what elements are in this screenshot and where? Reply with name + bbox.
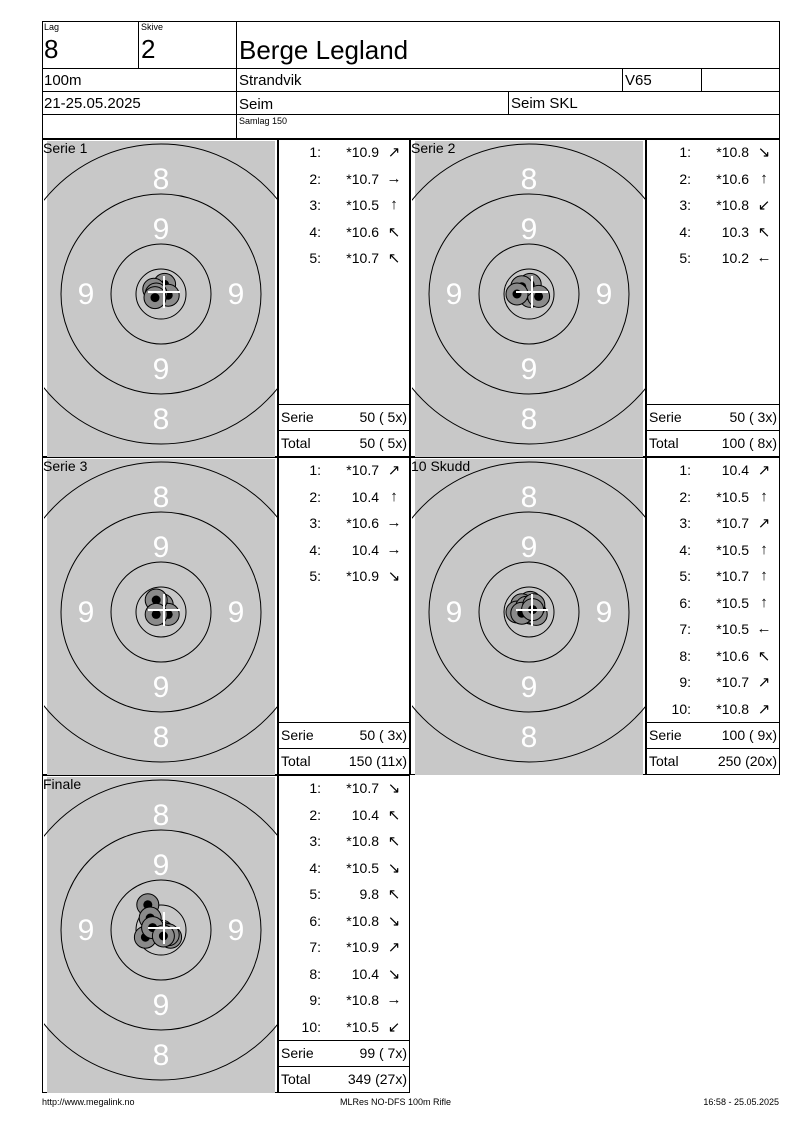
target-face [44,777,278,1093]
skive-value: 2 [141,34,156,64]
shot-row [647,144,779,164]
shot-value: *10.5 [346,859,379,876]
ring-number: 9 [595,596,613,629]
ring-number: 9 [77,596,95,629]
date: 21-25.05.2025 [44,95,141,112]
shot-value: *10.8 [716,700,749,717]
shot-direction-arrow-icon: → [386,169,402,187]
shot-list [646,139,780,457]
target-face [44,459,278,775]
shot-row [647,648,779,668]
ring-number: 8 [152,481,170,514]
shot-number: 6: [679,594,691,611]
shot-row [647,701,779,721]
shot-row [279,224,409,244]
serie-label: Serie [281,1045,314,1061]
shot-row [647,462,779,482]
shot-row [279,807,409,827]
shot-number: 5: [309,886,321,902]
shot-number: 10: [671,700,691,717]
shot-direction-arrow-icon: ↘ [757,144,771,161]
skive-cell [139,21,237,69]
target-face [412,459,646,775]
target-panel [42,457,278,775]
total-label: Total [649,753,679,769]
shot-row [279,780,409,800]
lag-label: Lag [44,22,60,32]
shot-direction-arrow-icon: ↗ [387,144,401,161]
shot-direction-arrow-icon: ↖ [387,833,401,850]
shot-direction-arrow-icon: ↑ [760,169,768,187]
shot-value: *10.6 [346,515,379,531]
shot-row [279,515,409,535]
total-label: Total [281,1071,311,1087]
shot-direction-arrow-icon: ↘ [387,965,401,983]
serie-row [647,722,779,748]
ring-number: 9 [445,278,463,311]
shot-direction-arrow-icon: ↙ [387,1018,401,1036]
serie-row [279,722,409,748]
shot-value: *10.8 [346,992,379,1008]
shot-number: 2: [309,170,321,187]
shot-direction-arrow-icon: ↘ [387,912,401,930]
shot-number: 4: [679,541,691,558]
shot-row [279,568,409,588]
serie-score: 50 ( 3x) [729,409,777,425]
shot-row [647,171,779,191]
shot-value: 9.8 [359,886,379,902]
shot-value: *10.7 [346,462,379,478]
serie-score: 50 ( 3x) [359,727,407,743]
serie-row [279,404,409,430]
shot-direction-arrow-icon: ↑ [760,593,768,611]
distance: 100m [44,72,82,89]
serie-label: Serie [649,409,682,425]
shot-number: 1: [309,462,321,478]
ring-number: 8 [152,1039,170,1072]
target-face [412,141,646,457]
shot-row [279,886,409,906]
shot-value: *10.7 [716,568,749,584]
shot-row [279,462,409,482]
serie-row [279,1040,409,1066]
shot-value: *10.6 [346,223,379,240]
ring-number: 9 [227,914,245,947]
shot-row [647,197,779,217]
shot-row [647,674,779,694]
shot-number: 9: [679,674,691,690]
ring-number: 8 [520,721,538,754]
shot-number: 10: [301,1018,321,1035]
shot-value: 10.4 [721,462,749,478]
total-label: Total [281,753,311,769]
shot-direction-arrow-icon: ↖ [387,250,401,267]
shot-value: *10.5 [716,621,749,637]
shot-number: 8: [679,647,691,664]
shot-direction-arrow-icon: → [386,514,402,531]
organizer-cell [509,92,780,115]
ring-number: 9 [520,353,538,386]
serie-score: 100 ( 9x) [721,727,777,743]
target-face [44,141,278,457]
shot-value: 10.4 [351,965,379,982]
series-title: Serie 2 [411,140,456,156]
total-row [279,1066,409,1092]
shot-direction-arrow-icon: ↑ [390,196,398,213]
footer-software: MLRes NO-DFS 100m Rifle [340,1097,452,1107]
shot-value: *10.5 [716,488,749,505]
shot-number: 1: [679,144,691,160]
total-score: 100 ( 8x) [721,435,777,451]
shot-direction-arrow-icon: ↗ [757,700,771,718]
shot-list [278,775,410,1093]
shot-value: *10.8 [346,833,379,849]
ring-number: 9 [152,353,170,386]
ring-number: 9 [520,531,538,564]
shot-number: 5: [309,250,321,266]
shot-direction-arrow-icon: ↖ [387,886,401,903]
shot-direction-arrow-icon: ↖ [757,223,771,241]
shot-number: 3: [309,197,321,213]
shot-direction-arrow-icon: ↙ [757,197,771,214]
target-panel [410,457,646,775]
name-cell [237,21,780,69]
shot-row [279,489,409,509]
shot-center [151,293,160,302]
shot-number: 9: [309,992,321,1008]
shot-direction-arrow-icon: ↗ [387,939,401,956]
empty-cell [702,69,780,92]
shot-direction-arrow-icon: ← [756,249,772,266]
shot-number: 5: [309,568,321,584]
class-cell [623,69,702,92]
ring-number: 9 [152,989,170,1022]
shot-number: 1: [309,144,321,160]
shot-value: 10.4 [351,488,379,505]
shot-row [279,966,409,986]
shot-row [647,568,779,588]
total-row [279,748,409,774]
shot-value: 10.4 [351,806,379,823]
shot-row [279,939,409,959]
ring-number: 8 [152,403,170,436]
ring-number: 8 [520,481,538,514]
ring-number: 9 [445,596,463,629]
shot-number: 2: [679,170,691,187]
ring-number: 9 [520,213,538,246]
shot-number: 4: [309,859,321,876]
shot-number: 3: [309,515,321,531]
total-score: 50 ( 5x) [359,435,407,451]
shot-row [279,913,409,933]
ring-number: 8 [152,799,170,832]
shot-center [152,610,161,619]
series-title: Finale [43,776,82,792]
total-label: Total [649,435,679,451]
shot-number: 1: [309,780,321,796]
shot-number: 1: [679,462,691,478]
ring-number: 9 [520,671,538,704]
shot-value: 10.4 [351,541,379,558]
shot-row [279,250,409,270]
ring-number: 9 [227,278,245,311]
shot-value: *10.8 [346,912,379,929]
shot-value: *10.6 [716,170,749,187]
shot-center [513,290,522,299]
ring-number: 8 [520,163,538,196]
shot-row [647,250,779,270]
shot-number: 4: [309,541,321,558]
shot-number: 4: [309,223,321,240]
shot-number: 6: [309,912,321,929]
shot-row [647,489,779,509]
shot-value: *10.5 [346,1018,379,1035]
total-row [279,430,409,456]
shooter-name: Berge Legland [239,35,409,65]
shot-value: *10.7 [716,674,749,690]
shot-direction-arrow-icon: ↖ [757,647,771,665]
date-cell [42,92,237,115]
ring-number: 9 [152,213,170,246]
shot-direction-arrow-icon: ↖ [387,806,401,824]
ring-number: 9 [595,278,613,311]
shot-list [278,139,410,457]
total-score: 150 (11x) [348,753,407,769]
shot-number: 4: [679,223,691,240]
shot-row [279,542,409,562]
shot-direction-arrow-icon: ↘ [387,568,401,585]
footer-timestamp: 16:58 - 25.05.2025 [703,1097,779,1107]
total-row [647,430,779,456]
ring-number: 9 [77,278,95,311]
shot-direction-arrow-icon: ↖ [387,223,401,241]
club-cell [237,69,623,92]
serie-score: 99 ( 7x) [359,1045,407,1061]
shot-direction-arrow-icon: ↗ [757,515,771,532]
shot-row [647,595,779,615]
series-title: 10 Skudd [411,458,471,474]
shot-row [279,197,409,217]
place: Seim [239,96,274,113]
target-panel [42,775,278,1093]
serie-label: Serie [281,409,314,425]
ring-number: 8 [152,163,170,196]
shot-value: *10.5 [716,541,749,558]
shot-value: *10.9 [346,144,379,160]
serie-label: Serie [281,727,314,743]
shot-list [646,457,780,775]
shot-value: *10.5 [346,197,379,213]
serie-score: 50 ( 5x) [359,409,407,425]
event: Samlag 150 [239,116,288,126]
lag-cell [42,21,139,69]
shot-number: 5: [679,568,691,584]
total-row [647,748,779,774]
shot-number: 3: [679,515,691,531]
shot-row [279,992,409,1012]
serie-row [647,404,779,430]
ring-number: 9 [77,914,95,947]
shot-value: *10.8 [716,144,749,160]
shot-value: *10.9 [346,939,379,955]
shot-number: 5: [679,250,691,266]
shot-row [647,515,779,535]
shot-row [279,860,409,880]
shot-value: 10.2 [721,250,749,266]
shot-number: 7: [309,939,321,955]
shot-number: 7: [679,621,691,637]
distance-cell [42,69,237,92]
shot-direction-arrow-icon: ↑ [390,487,398,505]
shot-direction-arrow-icon: ↑ [760,487,768,505]
shot-value: *10.5 [716,594,749,611]
shot-direction-arrow-icon: ↗ [757,462,771,479]
shot-direction-arrow-icon: ← [756,620,772,637]
shot-direction-arrow-icon: ↗ [757,674,771,691]
shot-value: 10.3 [721,223,749,240]
ring-number: 8 [152,721,170,754]
shot-number: 2: [309,488,321,505]
ring-number: 9 [227,596,245,629]
shot-value: *10.9 [346,568,379,584]
shot-value: *10.7 [346,250,379,266]
shot-direction-arrow-icon: ↑ [760,567,768,584]
ring-number: 9 [152,849,170,882]
shot-number: 3: [309,833,321,849]
ring-number: 9 [152,531,170,564]
shot-number: 2: [679,488,691,505]
footer-url[interactable]: http://www.megalink.no [42,1097,135,1107]
shot-direction-arrow-icon: ↘ [387,780,401,797]
place-cell [237,92,509,115]
shot-number: 2: [309,806,321,823]
series-title: Serie 1 [43,140,88,156]
shot-direction-arrow-icon: ↗ [387,462,401,479]
shot-list [278,457,410,775]
shot-value: *10.6 [716,647,749,664]
total-score: 349 (27x) [347,1071,407,1087]
total-label: Total [281,435,311,451]
shot-row [279,833,409,853]
shot-number: 8: [309,965,321,982]
shot-row [279,1019,409,1039]
shot-number: 3: [679,197,691,213]
shot-direction-arrow-icon: → [386,540,402,558]
total-score: 250 (20x) [717,753,777,769]
class: V65 [625,72,652,89]
shot-center [534,292,543,301]
skive-label: Skive [141,22,164,32]
ring-number: 9 [152,671,170,704]
shot-row [647,542,779,562]
event-left-cell [42,115,237,139]
shot-value: *10.7 [346,170,379,187]
ring-number: 8 [520,403,538,436]
shot-value: *10.8 [716,197,749,213]
serie-label: Serie [649,727,682,743]
target-panel [42,139,278,457]
organizer: Seim SKL [511,95,578,112]
shot-value: *10.7 [716,515,749,531]
lag-value: 8 [44,34,59,64]
target-panel [410,139,646,457]
shot-value: *10.7 [346,780,379,796]
shot-direction-arrow-icon: → [386,991,402,1008]
series-title: Serie 3 [43,458,88,474]
shot-row [647,621,779,641]
shot-row [279,144,409,164]
shot-row [279,171,409,191]
shot-direction-arrow-icon: ↘ [387,859,401,877]
club: Strandvik [239,72,302,89]
shot-direction-arrow-icon: ↑ [760,540,768,558]
shot-row [647,224,779,244]
